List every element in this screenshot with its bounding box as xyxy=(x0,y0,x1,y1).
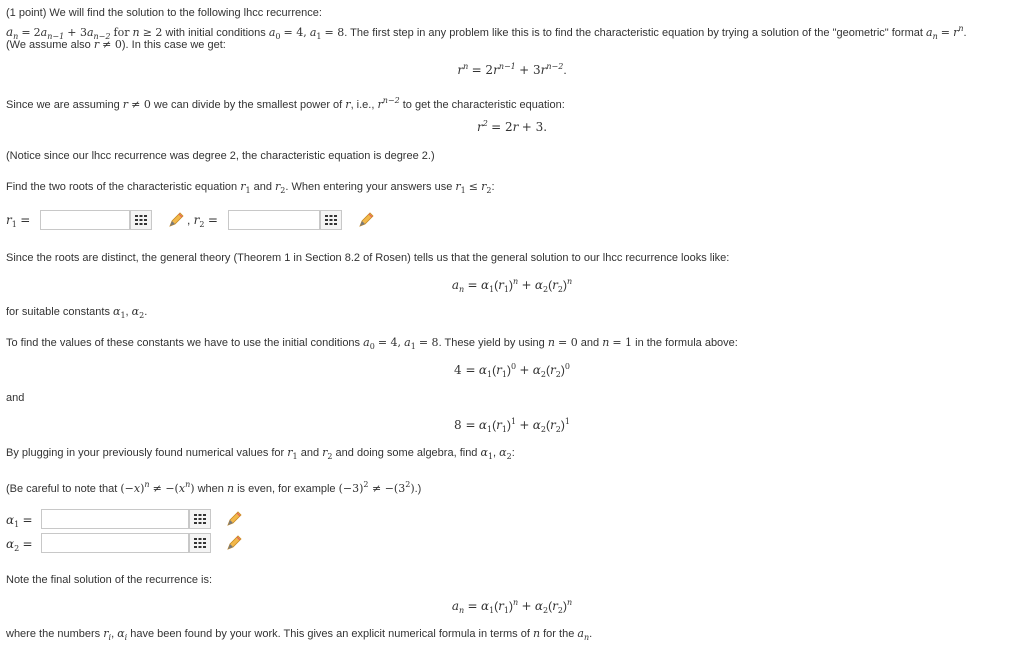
initial-suffix: in the formula above: xyxy=(635,337,738,349)
plugging-and: and xyxy=(300,447,320,459)
assume-suffix: ). In this case we get: xyxy=(121,39,226,51)
find-roots-prefix: Find the two roots of the characteristic equation xyxy=(6,181,238,193)
divide-ie: , i.e., xyxy=(350,99,375,111)
general-solution-equation: $a_n = \alpha_1(r_1)^n + \alpha_2(r_2)^n$ xyxy=(451,277,573,294)
r2-equation-palette-icon[interactable] xyxy=(320,210,342,230)
first-step-text: . The first step in any problem like this is to find the characteristic equation by trying a solution of the "geometric" format xyxy=(344,27,923,39)
and-text: and xyxy=(6,392,25,404)
divide-middle: we can divide by the smallest power of xyxy=(153,99,343,111)
plugging-line: By plugging in your previously found numerical values for $r_1$ and $r_2$ and doing some algebra, find $\alpha_1$, $\alpha_2$: xyxy=(6,446,515,461)
r1-input[interactable] xyxy=(40,210,130,230)
find-roots-and: and xyxy=(253,181,272,193)
divide-line: Since we are assuming r ≠ 0 we can divide by the smallest power of r, i.e., $r^{n-2}$ to get the characteristic equation: xyxy=(6,96,565,111)
suitable-constants-line: for suitable constants $\alpha_1$, $\alpha_2$. xyxy=(6,305,148,320)
alpha1-pencil-icon[interactable] xyxy=(225,510,243,528)
initial-yield: . These yield by using xyxy=(438,337,545,349)
assumption-line: (We assume also r ≠ 0). In this case we get: xyxy=(6,38,226,51)
initial-equation-0: $4 = \alpha_1(r_1)^0 + \alpha_2(r_2)^0$ xyxy=(454,362,570,379)
alpha1-equation-palette-icon[interactable] xyxy=(189,509,211,529)
problem-intro xyxy=(6,6,322,20)
where-middle: have been found by your work. This gives an explicit numerical formula in terms of xyxy=(130,628,530,640)
find-roots-suffix: . When entering your answers use xyxy=(285,181,453,193)
r2-label: , $r_2$ = xyxy=(187,213,218,229)
alpha1-input[interactable] xyxy=(41,509,189,529)
find-roots-line: Find the two roots of the characteristic equation $r_1$ and $r_2$. When entering your answers use $r_1 \le r_2$: xyxy=(6,180,495,195)
initial-prefix: To find the values of these constants we have to use the initial conditions xyxy=(6,337,361,349)
distinct-roots-text: Since the roots are distinct, the general theory (Theorem 1 in Section 8.2 of Rosen) tells us that the general solution to our lhcc recurrence looks like: xyxy=(6,252,730,264)
points-label: (1 point) xyxy=(6,7,47,19)
alpha2-label: $\alpha_2$ = xyxy=(6,537,33,553)
plugging-suffix: and doing some algebra, find xyxy=(335,447,478,459)
alpha1-label: $\alpha_1$ = xyxy=(6,513,33,529)
initial-equation-1: $8 = \alpha_1(r_1)^1 + \alpha_2(r_2)^1$ xyxy=(454,417,570,434)
careful-suffix: is even, for example xyxy=(237,483,336,495)
where-note-line: where the numbers $r_i$, $\alpha_i$ have been found by your work. This gives an explicit numerical formula in terms of n for the $a_n$. xyxy=(6,627,593,642)
r2-pencil-icon[interactable] xyxy=(357,211,375,229)
alpha2-pencil-icon[interactable] xyxy=(225,534,243,552)
initial-conditions-line: To find the values of these constants we have to use the initial conditions $a_0 = 4$, $a_1 = 8$. These yield by using n = 0 and n = 1 in the formula above: xyxy=(6,336,738,351)
alpha2-equation-palette-icon[interactable] xyxy=(189,533,211,553)
alpha2-input[interactable] xyxy=(41,533,189,553)
recurrence-line: $a_n = 2a_{n-1} + 3a_{n-2}$ for n ≥ 2 with initial conditions $a_0 = 4$, $a_1 = 8$. The first step in any problem like this is to find the characteristic equation by trying a solution of the "geometric" format $a_n = r^n$. xyxy=(6,24,967,41)
characteristic-equation: $r^2 = 2r + 3$. xyxy=(476,119,548,134)
geometric-equation: $r^n = 2r^{n-1} + 3r^{n-2}$. xyxy=(457,62,567,77)
final-note-text: Note the final solution of the recurrence is: xyxy=(6,574,213,586)
plugging-prefix: By plugging in your previously found numerical values for xyxy=(6,447,285,459)
r2-input[interactable] xyxy=(228,210,320,230)
intro-text: We will find the solution to the following lhcc recurrence: xyxy=(49,7,322,19)
divide-prefix: Since we are assuming xyxy=(6,99,120,111)
recurrence-mid: with initial conditions xyxy=(165,27,266,39)
where-prefix: where the numbers xyxy=(6,628,101,640)
r1-equation-palette-icon[interactable] xyxy=(130,210,152,230)
careful-middle: when xyxy=(197,483,224,495)
suitable-constants-text: for suitable constants xyxy=(6,306,110,318)
final-solution-equation: $a_n = \alpha_1(r_1)^n + \alpha_2(r_2)^n$ xyxy=(451,598,573,615)
careful-line: (Be careful to note that $(-x)^n \ne -(x^n)$ when n is even, for example $(-3)^2 \ne -(3^2)$.) xyxy=(6,480,422,495)
r1-pencil-icon[interactable] xyxy=(167,211,185,229)
notice-text: (Notice since our lhcc recurrence was degree 2, the characteristic equation is degree 2.) xyxy=(6,150,435,162)
initial-and: and xyxy=(580,337,600,349)
divide-suffix: to get the characteristic equation: xyxy=(402,99,565,111)
careful-prefix: (Be careful to note that xyxy=(6,483,118,495)
assume-prefix: (We assume also xyxy=(6,39,91,51)
r1-label: $r_1$ = xyxy=(6,213,31,229)
where-suffix: for the xyxy=(543,628,575,640)
